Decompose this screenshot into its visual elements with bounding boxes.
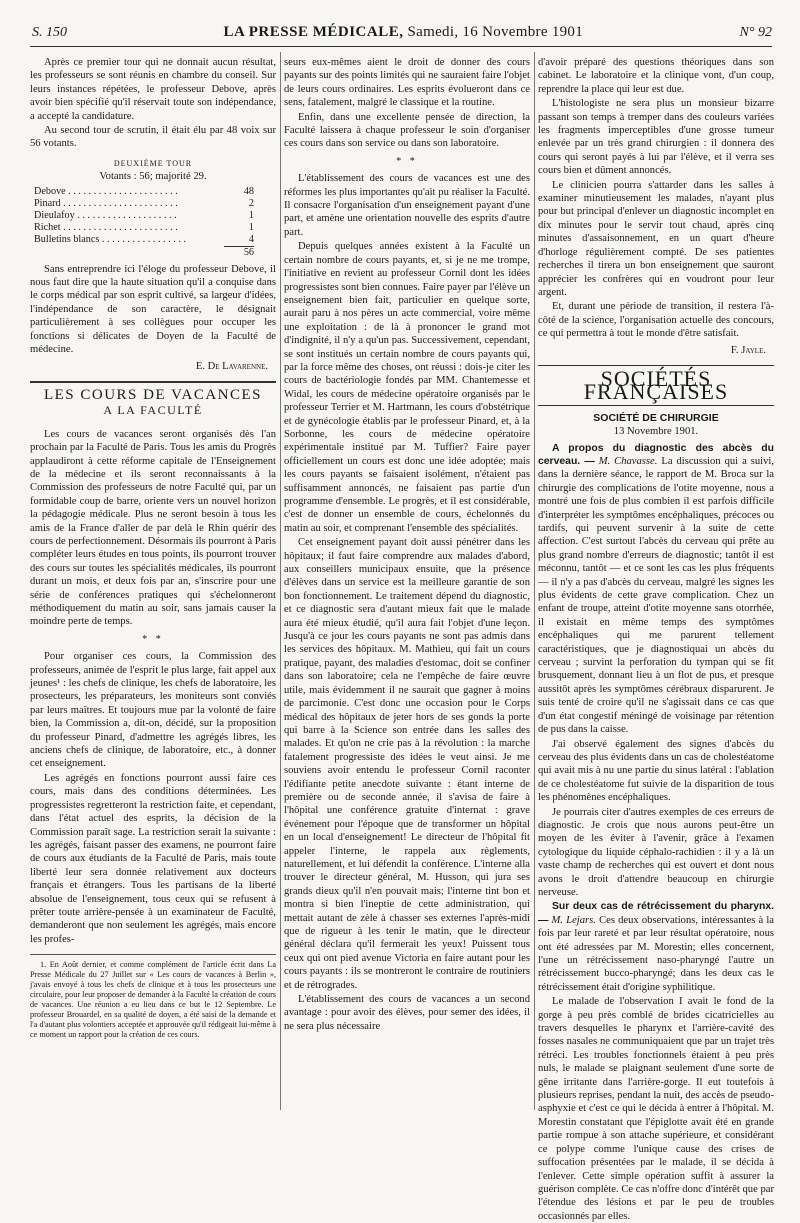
paragraph-text: Ces deux observations, intéressantes à la fois par leur rareté et par leur résultat opératoire, nous ont été adressées par M. Morestin; elles concernent, l'une un rétrécissement naso-pharyngé l'autre un rétrécissement bucco-pharyngé; dans les deux cas le rétrécissement était d'origine syphilitique. — [538, 914, 774, 993]
vote-name: Richet — [34, 221, 61, 233]
vote-total: 56 — [224, 246, 254, 259]
column-divider — [280, 52, 281, 1110]
paragraph: Après ce premier tour qui ne donnait aucun résultat, les professeurs se sont réunis en chambre du conseil. Sur leurs instances répétées, le professeur Debove, après avoir bien spécifié qu'il réservait toute son indépendance, a accepté la candidature. — [30, 57, 276, 122]
vote-title: DEUXIÈME TOUR — [113, 158, 193, 168]
paragraph: d'avoir préparé des questions théoriques dans son cabinet. Le laboratoire et la clinique vont, d'un coup, reprendre la place qui leur est due. — [538, 57, 774, 95]
table-row: Dieulafoy . . . . . . . . . . . . . . . . . . . . 1 — [34, 209, 254, 221]
masthead — [224, 24, 584, 41]
author-signature: F. Jayle. — [730, 344, 766, 356]
paragraph: Je pourrais citer d'autres exemples de ces erreurs de diagnostic. Je crois que nous aurons peut-être un moyen de les éviter à l'avenir, grâce à l'examen cytologique du liquide céphalo-rachidien : il y a là un vaste champ de recherches qui est ouvert et dont nous avons le droit d'attendre beaucoup en chirurgie nerveuse. — [538, 806, 774, 898]
paragraph: Depuis quelques années existent à la Faculté un certain nombre de cours payants, et, si je ne me trompe, l'initiative en revient au professeur Cornil dont les idées progressistes sont bien connues. Faire payer par l'élève un enseignement bien fait, particulier en quelque sorte, aurait paru à nos pères un acte commercial, voire même une exploitation : de là à prononcer le grand mot d'indignité, il n'y a qu'un pas. Successivement, cependant, se sont institués un certain nombre de cours payants qui, par la force même des choses, ont réussi : dois-je citer les cours de bactériologie fondés par MM. Chantemesse et Widal, les cours de médecine opératoire organisés par le professeur Terrier et M. Hartmann, les cours d'obstétrique et de gynécologie établis par le professeur Pinard, et, à la Sorbonne, les cours de médecine opératoire expérimentale institué par M. Tuffier? Faire payer officiellement un cours est donc une idée adoptée; mais les cours payants se faisaient isolément, n'étaient pas suffisamment annoncés, ne faisaient pas partie d'un programme d'ensemble. Le progrès, et il est considérable, c'est de donner un ensemble de cours, échelonnés du matin au soir, et comprenant l'ensemble des spécialités. — [284, 241, 530, 534]
society-name: SOCIÉTÉ DE CHIRURGIE — [593, 411, 719, 424]
vote-value: 1 — [248, 221, 254, 233]
speaker-name: M. Lejars. — [551, 914, 596, 926]
vote-value: 48 — [243, 185, 254, 197]
paragraph: Le malade de l'observation I avait le fond de la gorge à peu près comblé de brides cicatricielles au travers desquelles le pharynx et l'arrière-cavité des fosses nasales ne communiquaient que par un trajet très rétréci. Les troubles fonctionnels étaient à peu près nuls, le malade se plaignant seulement d'une sorte de gêne irritante dans l'arrière-gorge. Il eut toutefois à plusieurs reprises, pendant la nuit, des accès de pseudo-asphyxie et c'est ce qui le décida à entrer à l'hôpital. M. Morestin constatant que l'épiglotte avait été en grande partie rompue à son attache supérieure, et considérant ce polype comme l'unique cause des crises de suffocation présentées par le malade, il se décida à l'enlever. Cette simple opération suffit à assurer la guérison complète. Ce cas n'offre donc d'intérêt que par l'étendue des lésions et par le peu de troubles occasionnés par elles. — [538, 996, 774, 1222]
footnote — [30, 954, 276, 1040]
paragraph: L'histologiste ne sera plus un monsieur bizarre passant son temps à tremper dans des couleurs variées les fragments imperceptibles d'une grosse tumeur enlevée par un très grand chirurgien : il donnera des cours qui seront payés à lui par l'élève, et il verra ses cours bien et dûment annoncés. — [538, 98, 774, 177]
paragraph: J'ai observé également des signes d'abcès du cerveau des plus évidents dans un cas de cholestéatome qui avait mis à nu une partie du sinus latéral : l'ablation de ce cholestéatome fut suivie de la disparition de tous les phénomènes encéphaliques. — [538, 738, 774, 804]
societies-heading: SOCIÉTÉS FRANÇAISES — [538, 365, 774, 406]
vote-name: Pinard — [34, 197, 61, 209]
author-signature: E. De Lavarenne. — [195, 360, 268, 372]
paragraph: Les cours de vacances seront organisés dès l'an prochain par la Faculté de Paris. Tous les amis du Progrès applaudiront à cette réforme capitale de l'Enseignement de la médecine et ils seront reconnaissants à la Commission des professeurs de notre Faculté qui, par un formidable coup de barre, oriente vers un nouvel horizon la pédagogie médicale. Plus ne seront besoin à tous les amis de la France d'aller de par delà le Rhin quérir des cours de perfectionnement. Désormais ils pourront à Paris compléter leurs études en tous points, ils pourront trouver des cours sur toutes les spécialités médicales, ils pourront durant un mois, et deux fois par an, s'inscrire pour une série de conférences pratiques qui s'échelonneront méthodiquement du matin au soir, sans jamais causer la moindre perte de temps. — [30, 428, 276, 628]
vote-name: Bulletins blancs — [34, 233, 100, 245]
paragraph: Cet enseignement payant doit aussi pénétrer dans les hôpitaux; il faut faire comprendre aux malades d'abord, aux conseillers municipaux ensuite, que la présence d'élèves dans un service est la meilleure garantie de son bon fonctionnement. Le traitement dépend du diagnostic, et ce diagnostic sera d'autant mieux fait que le malade aura été mieux étudié, qu'il aura fait l'objet d'une leçon. Jusqu'à ce jour les cours payants ne sont pas admis dans les services des hôpitaux. M. Mathieu, qui fait un cours pratique, payant, des maladies d'estomac, doit se confiner dans son laboratoire; cela ne l'empêche de faire œuvre utile, mais évidemment il ne saurait que gagner à moins de parcimonie. C'est donc une occasion pour le Corps médical des hôpitaux de jeter hors de ses gonds la porte qui barre à la Science son entrée dans les salles des malades. Et qu'on ne crie pas à la révolution : la marche fatalement progressiste des idées le veut ainsi. Je me souviens avoir entendu le professeur Cornil raconter l'édifiante petite anecdote suivante : étant interne de première ou de seconde année, il s'avisa de faire à l'hôpital une conférence gratuite d'internat : grave événement pour l'époque que de transformer un hôpital en un local d'enseignement! Le directeur de l'hôpital fit appeler l'interne, le rappela aux règlements, naturellement, et lui défendit la conférence. L'interne alla trouver le directeur général, M. Husson, qui jura ses grands dieux qu'il n'en pouvait mais; l'interne tint bon et montra si bien l'ineptie de cette administration, qui mettait autant de zèle à chasser ses externes l'après-midi que de rigueur à les tenir le matin, que le directeur général déclara qu'il fermerait les yeux! Puissent tous ceux qui ont pied avenue Victoria en faire autant pour les cours payants : ils se montreront le contraire de routiniers et de rétrogrades. — [284, 537, 530, 991]
table-row: Pinard . . . . . . . . . . . . . . . . . . . . . . . 2 — [34, 197, 254, 209]
vote-subtitle: Votants : 56; majorité 29. — [99, 171, 207, 183]
table-row: Richet . . . . . . . . . . . . . . . . . . . . . . . 1 — [34, 221, 254, 233]
section-break-stars: * * — [142, 633, 164, 645]
page-number: S. 150 — [32, 25, 67, 40]
paragraph: Les agrégés en fonctions pourront aussi faire ces cours, mais dans des conditions déterminées. Les progressistes regretteront la restriction faite, et cependant, dans l'état actuel des esprits, la décision de la Commission paraît sage. La restriction serait la suivante : les agrégés, faisant passer des examens, ne pourront faire de cours aux étudiants de la Faculté de Paris, mais toute liberté leur sera donnée relativement aux docteurs français et étrangers. Tous les partisans de la liberté absolue de l'enseignement, tous ceux qui se refusent à prêter toute arrière-pensée à un examinateur de Faculté, demanderont que non seulement les agrégés, mais encore les profes- — [30, 772, 276, 945]
table-row — [34, 246, 254, 259]
paragraph: Sans entreprendre ici l'éloge du professeur Debove, il nous faut dire que la haute situation qu'il a conquise dans le corps médical par son esprit cultivé, sa largeur d'idées, l'indépendance de son caractère, le désignait particulièrement à ses collègues pour occuper les fonctions si délicates de Doyen de la Faculté de médecine. — [30, 263, 276, 356]
paragraph: Pour organiser ces cours, la Commission des professeurs, animée de l'esprit le plus large, fait appel aux jeunes¹ : les chefs de clinique, les chefs de laboratoire, les prosecteurs, les préparateurs, les moniteurs sont conviés par leurs maîtres. Et toujours mue par la volonté de faire bien, la Commission a, dit-on, décidé, sur la proposition du professeur Pinard, d'admettre les agrégés libres, les anciens chefs de clinique, de laboratoire, etc., à donner cet enseignement. — [30, 651, 276, 770]
column-2 — [284, 56, 530, 1106]
paragraph: L'établissement des cours de vacances a un second avantage : pour avoir des élèves, pour semer des idées, il ne sera plus nécessaire — [284, 994, 530, 1032]
paragraph: Au second tour de scrutin, il était élu par 48 voix sur 56 votants. — [30, 125, 276, 150]
footnote-text: 1. En Août dernier, et comme complément de l'article écrit dans La Presse Médicale du 27 Juillet sur « Les cours de vacances à Berlin », j'avais envoyé à tous les chefs de clinique et à tous les prosecteurs une circulaire, pour leur proposer de demander à la Faculté la création de cours de vacances. Une réunion a eu lieu dans ce but le 12 Septembre. Le professeur Brouardel, en sa qualité de doyen, a été saisi de la demande et l'a d'autant plus volontiers acceptée et approuvée qu'il rédigeait lui-même à ce moment un rapport pour la création de ces cours. — [30, 960, 276, 1040]
section-break-stars: * * — [396, 155, 418, 167]
paragraph — [538, 900, 774, 994]
paragraph: L'établissement des cours de vacances est une des réformes les plus importantes qu'ait pu réaliser la Faculté. Il consacre l'organisation d'un enseignement payant d'une part, et amène une orientation nouvelle des esprits d'autre part. — [284, 173, 530, 238]
column-divider — [534, 52, 535, 1110]
vote-value: 1 — [248, 209, 254, 221]
column-1 — [30, 56, 276, 1106]
table-row: Debove . . . . . . . . . . . . . . . . . . . . . . 48 — [34, 185, 254, 197]
section-title: LES COURS DE VACANCES — [43, 386, 263, 403]
vote-value: 2 — [248, 197, 254, 209]
vote-name: Debove — [34, 185, 66, 197]
paragraph: seurs eux-mêmes aient le droit de donner des cours payants sur des points limités qui ne sauraient faire l'objet de leurs cours ordinaires. Les esprits évolueront dans ce sens, fatalement, malgré le classique et la routine. — [284, 57, 530, 109]
paragraph: Le clinicien pourra s'attarder dans les salles à examiner minutieusement les malades, n'ayant plus pour but principal d'enlever un diagnostic incomplet en dix minutes pour le servir tout chaud, après cinq minutes d'assaisonnement, en un quart d'heure d'horloge régulièrement compté. De ses patientes recherches il tirera un bon enseignement que sauront apprécier les confrères qui en voudront pour leur argent. — [538, 179, 774, 298]
topic-heading: Sur deux cas de rétrécissement du pharynx. — — [538, 901, 774, 926]
paragraph: Et, durant une période de transition, il restera l'à-côté de la science, l'organisation actuelle des concours, ce qui permettra à tout le monde d'être satisfait. — [538, 301, 774, 340]
vote-name: Dieulafoy — [34, 209, 75, 221]
paragraph — [538, 442, 774, 737]
column-3 — [538, 56, 774, 1222]
vote-table — [34, 186, 254, 259]
issue-number: N° 92 — [739, 25, 772, 40]
speaker-name: M. Chavasse. — [598, 455, 658, 467]
paragraph-text: La discussion qui a suivi, dans la dernière séance, le rapport de M. Broca sur la chirurgie des complications de l'otite moyenne, nous a montré une fois de plus combien il est parfois difficile d'interpréter les symptômes encéphaliques, précoces ou tardifs, qui peuvent survenir à la suite de cette affection. C'est surtout l'abcès du cerveau qui prête au plus grand nombre d'erreurs de diagnostic; tantôt il est méconnu, tantôt — et ce sont les cas les plus fréquents — il n'y a pas d'abcès du cerveau, malgré les signes les plus évidents de cette grave complication. Chez un enfant de troupe, atteint d'otite moyenne sans otorrhée, il existait en même temps des symptômes encéphaliques qui me parurent tellement caractéristiques, que je diagnostiquai un abcès du cerveau ; survint la perforation du tympan qui se fit brusquement, donnant lieu à un flot de pus, et presque aussitôt après les symptômes cérébraux disparurent. Je suis tenté de croire qu'il ne s'agissait dans ce cas que d'un état congestif méningé de voisinage par rétention de pus dans la caisse. — [538, 455, 774, 736]
session-date: 13 Novembre 1901. — [613, 426, 699, 438]
header-rule — [30, 46, 772, 47]
issue-date: Samedi, 16 Novembre 1901 — [407, 24, 584, 40]
table-row: Bulletins blancs . . . . . . . . . . . . . . . . . 4 — [34, 233, 254, 245]
journal-title: LA PRESSE MÉDICALE, — [223, 24, 404, 40]
topic-heading: A propos du diagnostic des abcès du cerveau. — — [538, 442, 774, 467]
section-divider — [30, 381, 276, 383]
paragraph: Enfin, dans une excellente pensée de direction, la Faculté laissera à chaque professeur le soin d'organiser ces cours dans son service ou dans son laboratoire. — [284, 111, 530, 150]
vote-value: 4 — [248, 233, 254, 245]
section-subtitle: A LA FACULTÉ — [103, 403, 203, 418]
page-header — [32, 24, 772, 46]
